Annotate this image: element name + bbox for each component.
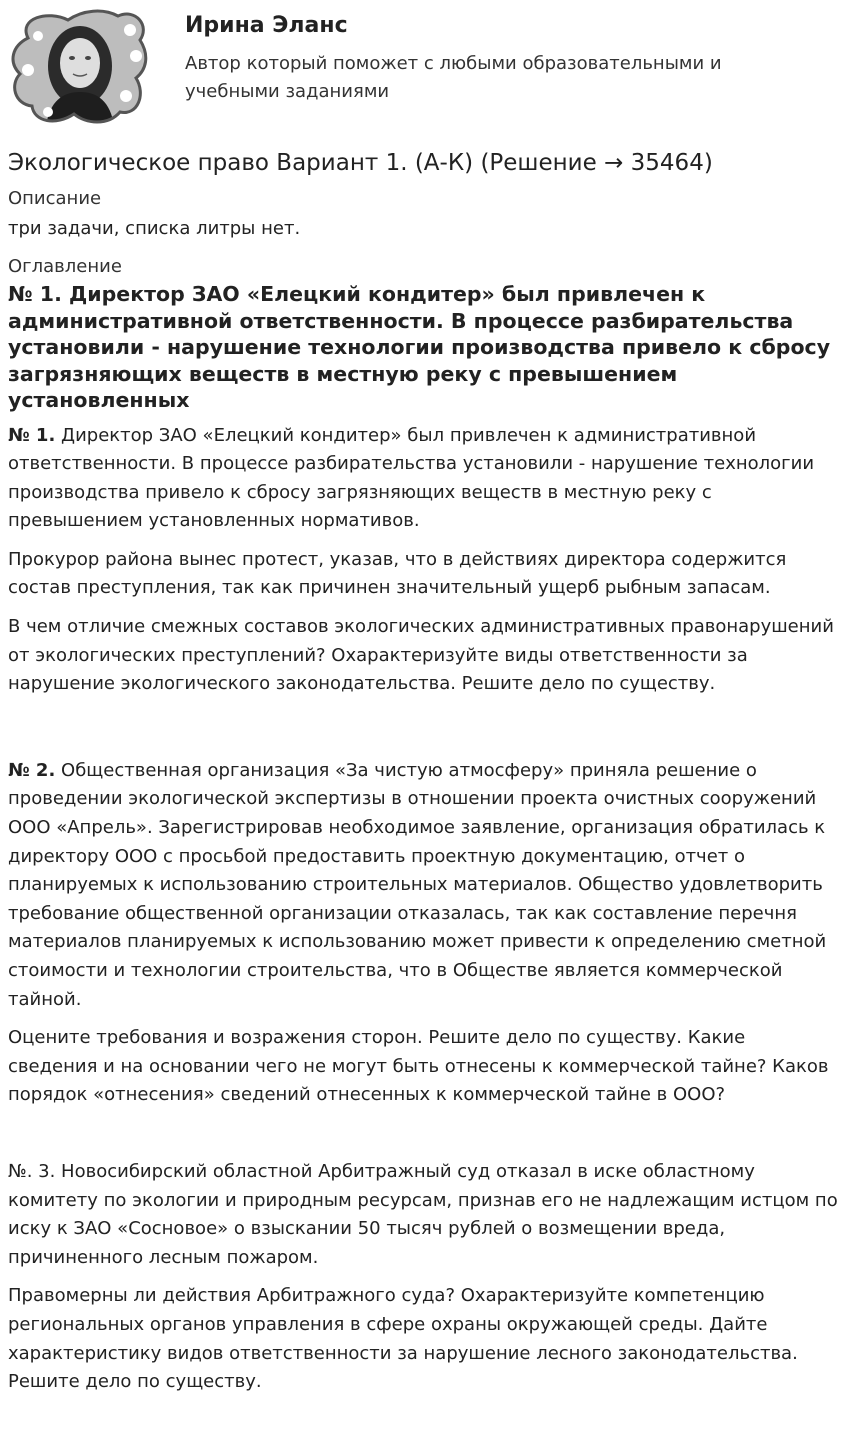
problem-heading: № 1. Директор ЗАО «Елецкий кондитер» был привлечен к административной ответственности. В процессе разбирательства установили - нарушение технологии производства привело к сбросу загрязняющих веществ в местную реку с превышением установленных xyxy=(8,282,831,412)
problem-text: Общественная организация «За чистую атмосферу» приняла решение о проведении экологической экспертизы в отношении проекта очистных сооружений ООО «Апрель». Зарегистрировав необходимое заявление, организация обратилась к директору ООО с просьбой предоставить проектную документацию, отчет о планируемых к использованию строительных материалов. Общество удовлетворить требование общественной организации отказалась, так как составление перечня материалов планируемых к использованию может привести к определению сметной стоимости и технологии строительства, что в Обществе является коммерческой тайной. xyxy=(8,759,827,1010)
page-title: Экологическое право Вариант 1. (А-К) (Решение → 35464) xyxy=(8,150,713,176)
problem-paragraph: №. 3. Новосибирский областной Арбитражный суд отказал в иске областному комитету по экологии и природным ресурсам, признав его не надлежащим истцом по иску к ЗАО «Сосновое» о взыскании 50 тысяч рублей о возмещении вреда, причиненного лесным пожаром. xyxy=(8,1160,838,1268)
author-avatar[interactable] xyxy=(8,8,150,126)
problem-3 xyxy=(8,1158,840,1397)
main-content xyxy=(8,148,840,1407)
problem-2 xyxy=(8,757,840,1110)
problem-paragraph xyxy=(8,757,840,1014)
problem-number: № 1. xyxy=(8,424,56,446)
description-text: три задачи, списка литры нет. xyxy=(8,218,301,239)
author-description: Автор который поможет с любыми образовательными и учебными заданиями xyxy=(185,53,722,102)
problem-number: № 2. xyxy=(8,759,56,781)
problem-paragraph: Прокурор района вынес протест, указав, что в действиях директора содержится состав преступления, так как причинен значительный ущерб рыбным запасам. xyxy=(8,548,787,599)
author-name[interactable]: Ирина Эланс xyxy=(185,13,348,38)
problem-paragraph xyxy=(8,422,840,536)
problem-text: Директор ЗАО «Елецкий кондитер» был привлечен к административной ответственности. В процессе разбирательства установили - нарушение технологии производства привело к сбросу загрязняющих веществ в местную реку с превышением установленных нормативов. xyxy=(8,424,815,532)
toc-label: Оглавление xyxy=(8,256,122,277)
problem-1 xyxy=(8,422,840,699)
problem-paragraph: Правомерны ли действия Арбитражного суда? Охарактеризуйте компетенцию региональных органов управления в сфере охраны окружающей среды. Дайте характеристику видов ответственности за нарушение лесного законодательства. Решите дело по существу. xyxy=(8,1285,798,1393)
description-label: Описание xyxy=(8,188,102,209)
problem-paragraph: Оцените требования и возражения сторон. Решите дело по существу. Какие сведения и на основании чего не могут быть отнесены к коммерческой тайне? Каков порядок «отнесения» сведений отнесенных к коммерческой тайне в ООО? xyxy=(8,1027,829,1106)
spacer xyxy=(8,1120,840,1158)
author-card xyxy=(0,0,847,135)
spacer xyxy=(8,709,840,757)
problem-paragraph: В чем отличие смежных составов экологических административных правонарушений от экологических преступлений? Охарактеризуйте виды ответственности за нарушение экологического законодательства. Решите дело по существу. xyxy=(8,616,834,695)
